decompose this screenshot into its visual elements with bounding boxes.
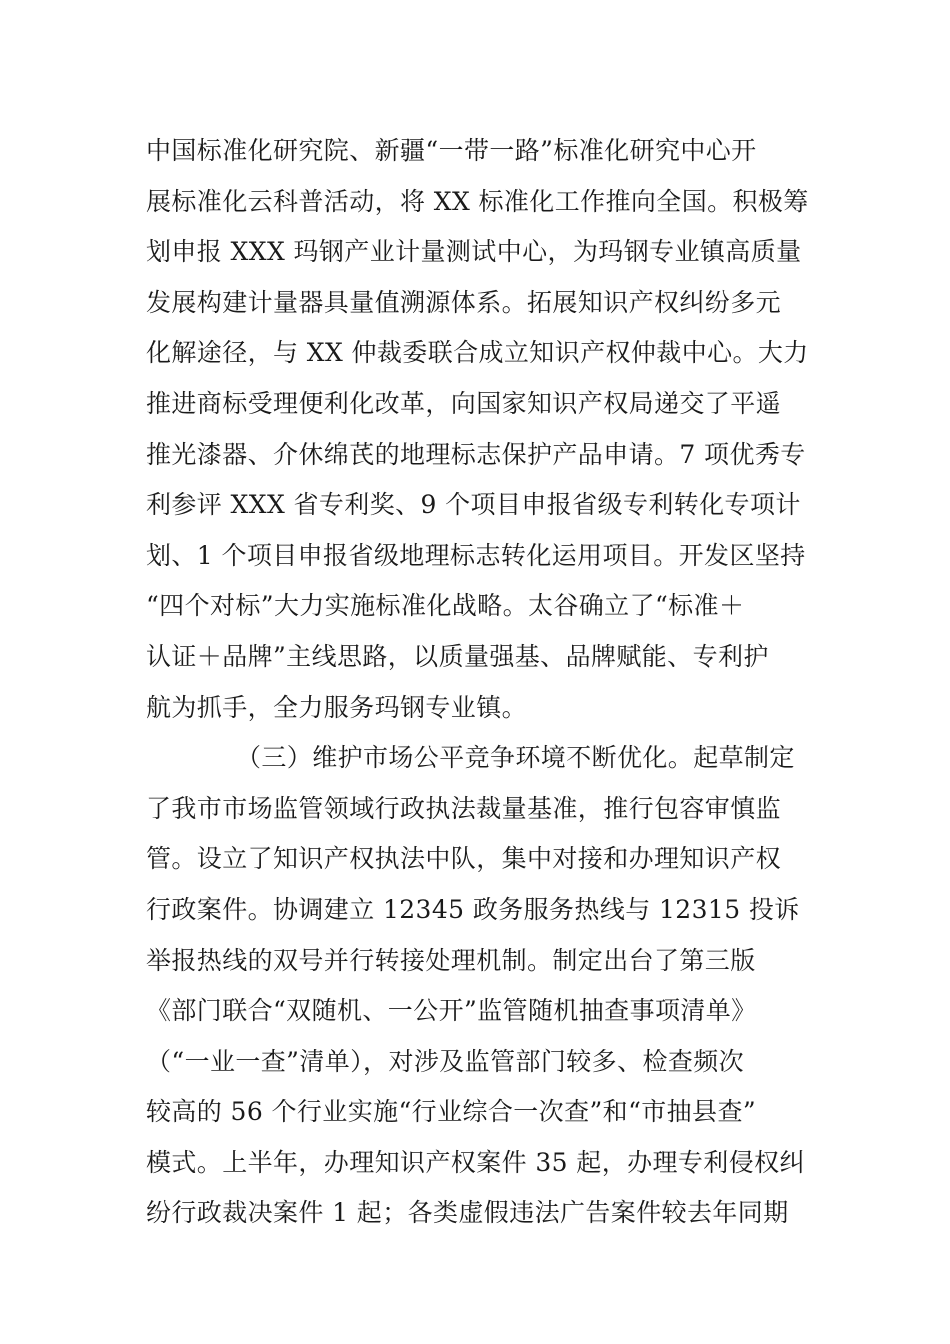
text-line: 较高的 56 个行业实施“行业综合一次查”和“市抽县查” [146, 1097, 757, 1127]
text-line: 纷行政裁决案件 1 起；各类虚假违法广告案件较去年同期 [146, 1198, 789, 1228]
text-line: 举报热线的双号并行转接处理机制。制定出台了第三版 [146, 945, 756, 975]
text-line: 管。设立了知识产权执法中队，集中对接和办理知识产权 [146, 844, 782, 874]
text-line: 化解途径，与 XX 仲裁委联合成立知识产权仲裁中心。大力 [146, 338, 809, 368]
text-line: 模式。上半年，办理知识产权案件 35 起，办理专利侵权纠 [146, 1147, 805, 1177]
text-line: 航为抓手，全力服务玛钢专业镇。 [146, 692, 528, 722]
text-line: 《部门联合“双随机、一公开”监管随机抽查事项清单》 [146, 996, 757, 1026]
text-line: 划、1 个项目申报省级地理标志转化运用项目。开发区坚持 [146, 540, 806, 570]
text-line: 中国标准化研究院、新疆“一带一路”标准化研究中心开 [146, 136, 757, 165]
text-line: 认证＋品牌”主线思路，以质量强基、品牌赋能、专利护 [146, 641, 769, 671]
text-line: 展标准化云科普活动，将 XX 标准化工作推向全国。积极筹 [146, 186, 809, 216]
text-line: 划申报 XXX 玛钢产业计量测试中心，为玛钢专业镇高质量 [146, 237, 802, 267]
text-line: 利参评 XXX 省专利奖、9 个项目申报省级专利转化专项计 [146, 490, 801, 520]
text-line: 推光漆器、介休绵芪的地理标志保护产品申请。7 项优秀专 [146, 439, 806, 469]
text-line: “四个对标”大力实施标准化战略。太谷确立了“标准＋ [146, 591, 745, 621]
text-line: 推进商标受理便利化改革，向国家知识产权局递交了平遥 [146, 388, 782, 418]
document-body [146, 126, 826, 1239]
text-line: 行政案件。协调建立 12345 政务服务热线与 12315 投诉 [146, 894, 800, 924]
section-heading-line: （三）维护市场公平竞争环境不断优化。起草制定 [236, 743, 795, 773]
text-line: 了我市市场监管领域行政执法裁量基准，推行包容审慎监 [146, 793, 782, 823]
text-line: 发展构建计量器具量值溯源体系。拓展知识产权纠纷多元 [146, 287, 782, 317]
text-line: （“一业一查”清单），对涉及监管部门较多、检查频次 [146, 1046, 745, 1076]
